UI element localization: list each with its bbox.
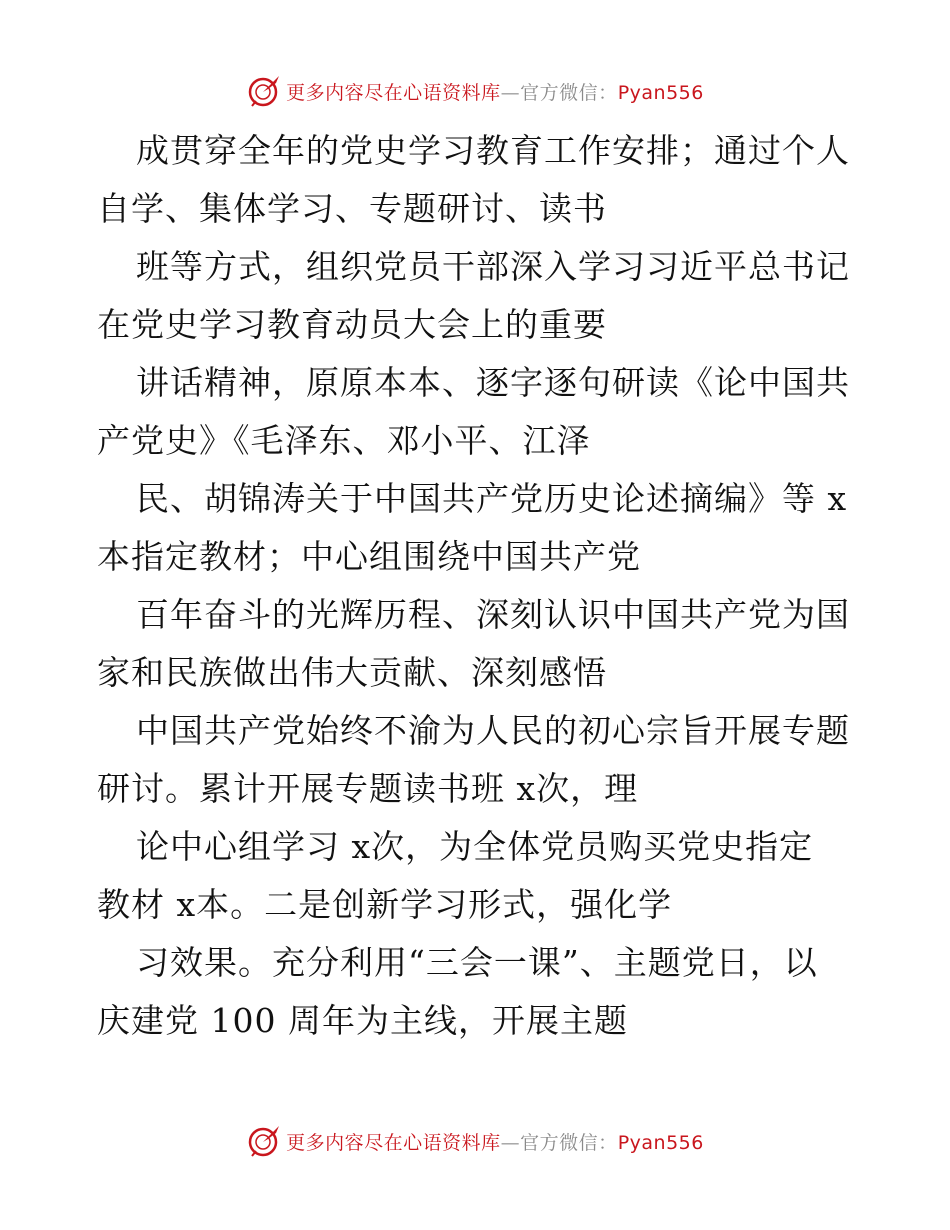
paragraph-line: 家和民族做出伟大贡献、深刻感悟 [97, 653, 607, 692]
paragraph-line: 讲话精神，原原本本、逐字逐句研读《论中国共 [136, 363, 850, 402]
paragraph [0, 122, 950, 238]
quill-logo-icon [246, 1124, 282, 1158]
paragraph-line: 研讨。累计开展专题读书班 x次，理 [97, 769, 639, 808]
watermark-brand: 更多内容尽在心语资料库 [286, 1131, 501, 1154]
paragraph-line: 中国共产党始终不渝为人民的初心宗旨开展专题 [136, 711, 850, 750]
watermark-brand: 更多内容尽在心语资料库 [286, 81, 501, 104]
paragraph-line: 自学、集体学习、专题研讨、读书 [97, 189, 607, 228]
paragraph-line: 班等方式，组织党员干部深入学习习近平总书记 [136, 247, 850, 286]
paragraph [0, 586, 950, 702]
paragraph-line: 百年奋斗的光辉历程、深刻认识中国共产党为国 [136, 595, 850, 634]
watermark-label: 官方微信： [520, 1131, 618, 1154]
watermark-dash: — [500, 1131, 521, 1154]
paragraph-line: 本指定教材；中心组围绕中国共产党 [97, 537, 641, 576]
paragraph-line: 论中心组学习 x次，为全体党员购买党史指定 [136, 827, 814, 866]
watermark-label: 官方微信： [520, 81, 618, 104]
paragraph-line: 民、胡锦涛关于中国共产党历史论述摘编》等 x [136, 479, 848, 518]
watermark-dash: — [500, 81, 521, 104]
paragraph [0, 470, 950, 586]
paragraph [0, 818, 950, 934]
paragraph-line: 在党史学习教育动员大会上的重要 [97, 305, 607, 344]
document-body [0, 122, 950, 1050]
header-watermark [0, 74, 950, 108]
footer-watermark [0, 1124, 950, 1158]
quill-logo-icon [246, 74, 282, 108]
paragraph-line: 成贯穿全年的党史学习教育工作安排；通过个人 [136, 131, 850, 170]
paragraph-line: 产党史》《毛泽东、邓小平、江泽 [97, 421, 591, 460]
paragraph [0, 702, 950, 818]
paragraph [0, 238, 950, 354]
paragraph-line: 庆建党 100 周年为主线，开展主题 [97, 1001, 628, 1040]
paragraph-line: 教材 x本。二是创新学习形式，强化学 [97, 885, 673, 924]
watermark-text [286, 78, 704, 105]
watermark-text [286, 1128, 704, 1155]
paragraph [0, 934, 950, 1050]
watermark-wechat-id: Pyan556 [617, 81, 704, 104]
paragraph [0, 354, 950, 470]
paragraph-line: 习效果。充分利用“三会一课”、主题党日，以 [136, 943, 818, 982]
watermark-wechat-id: Pyan556 [617, 1131, 704, 1154]
